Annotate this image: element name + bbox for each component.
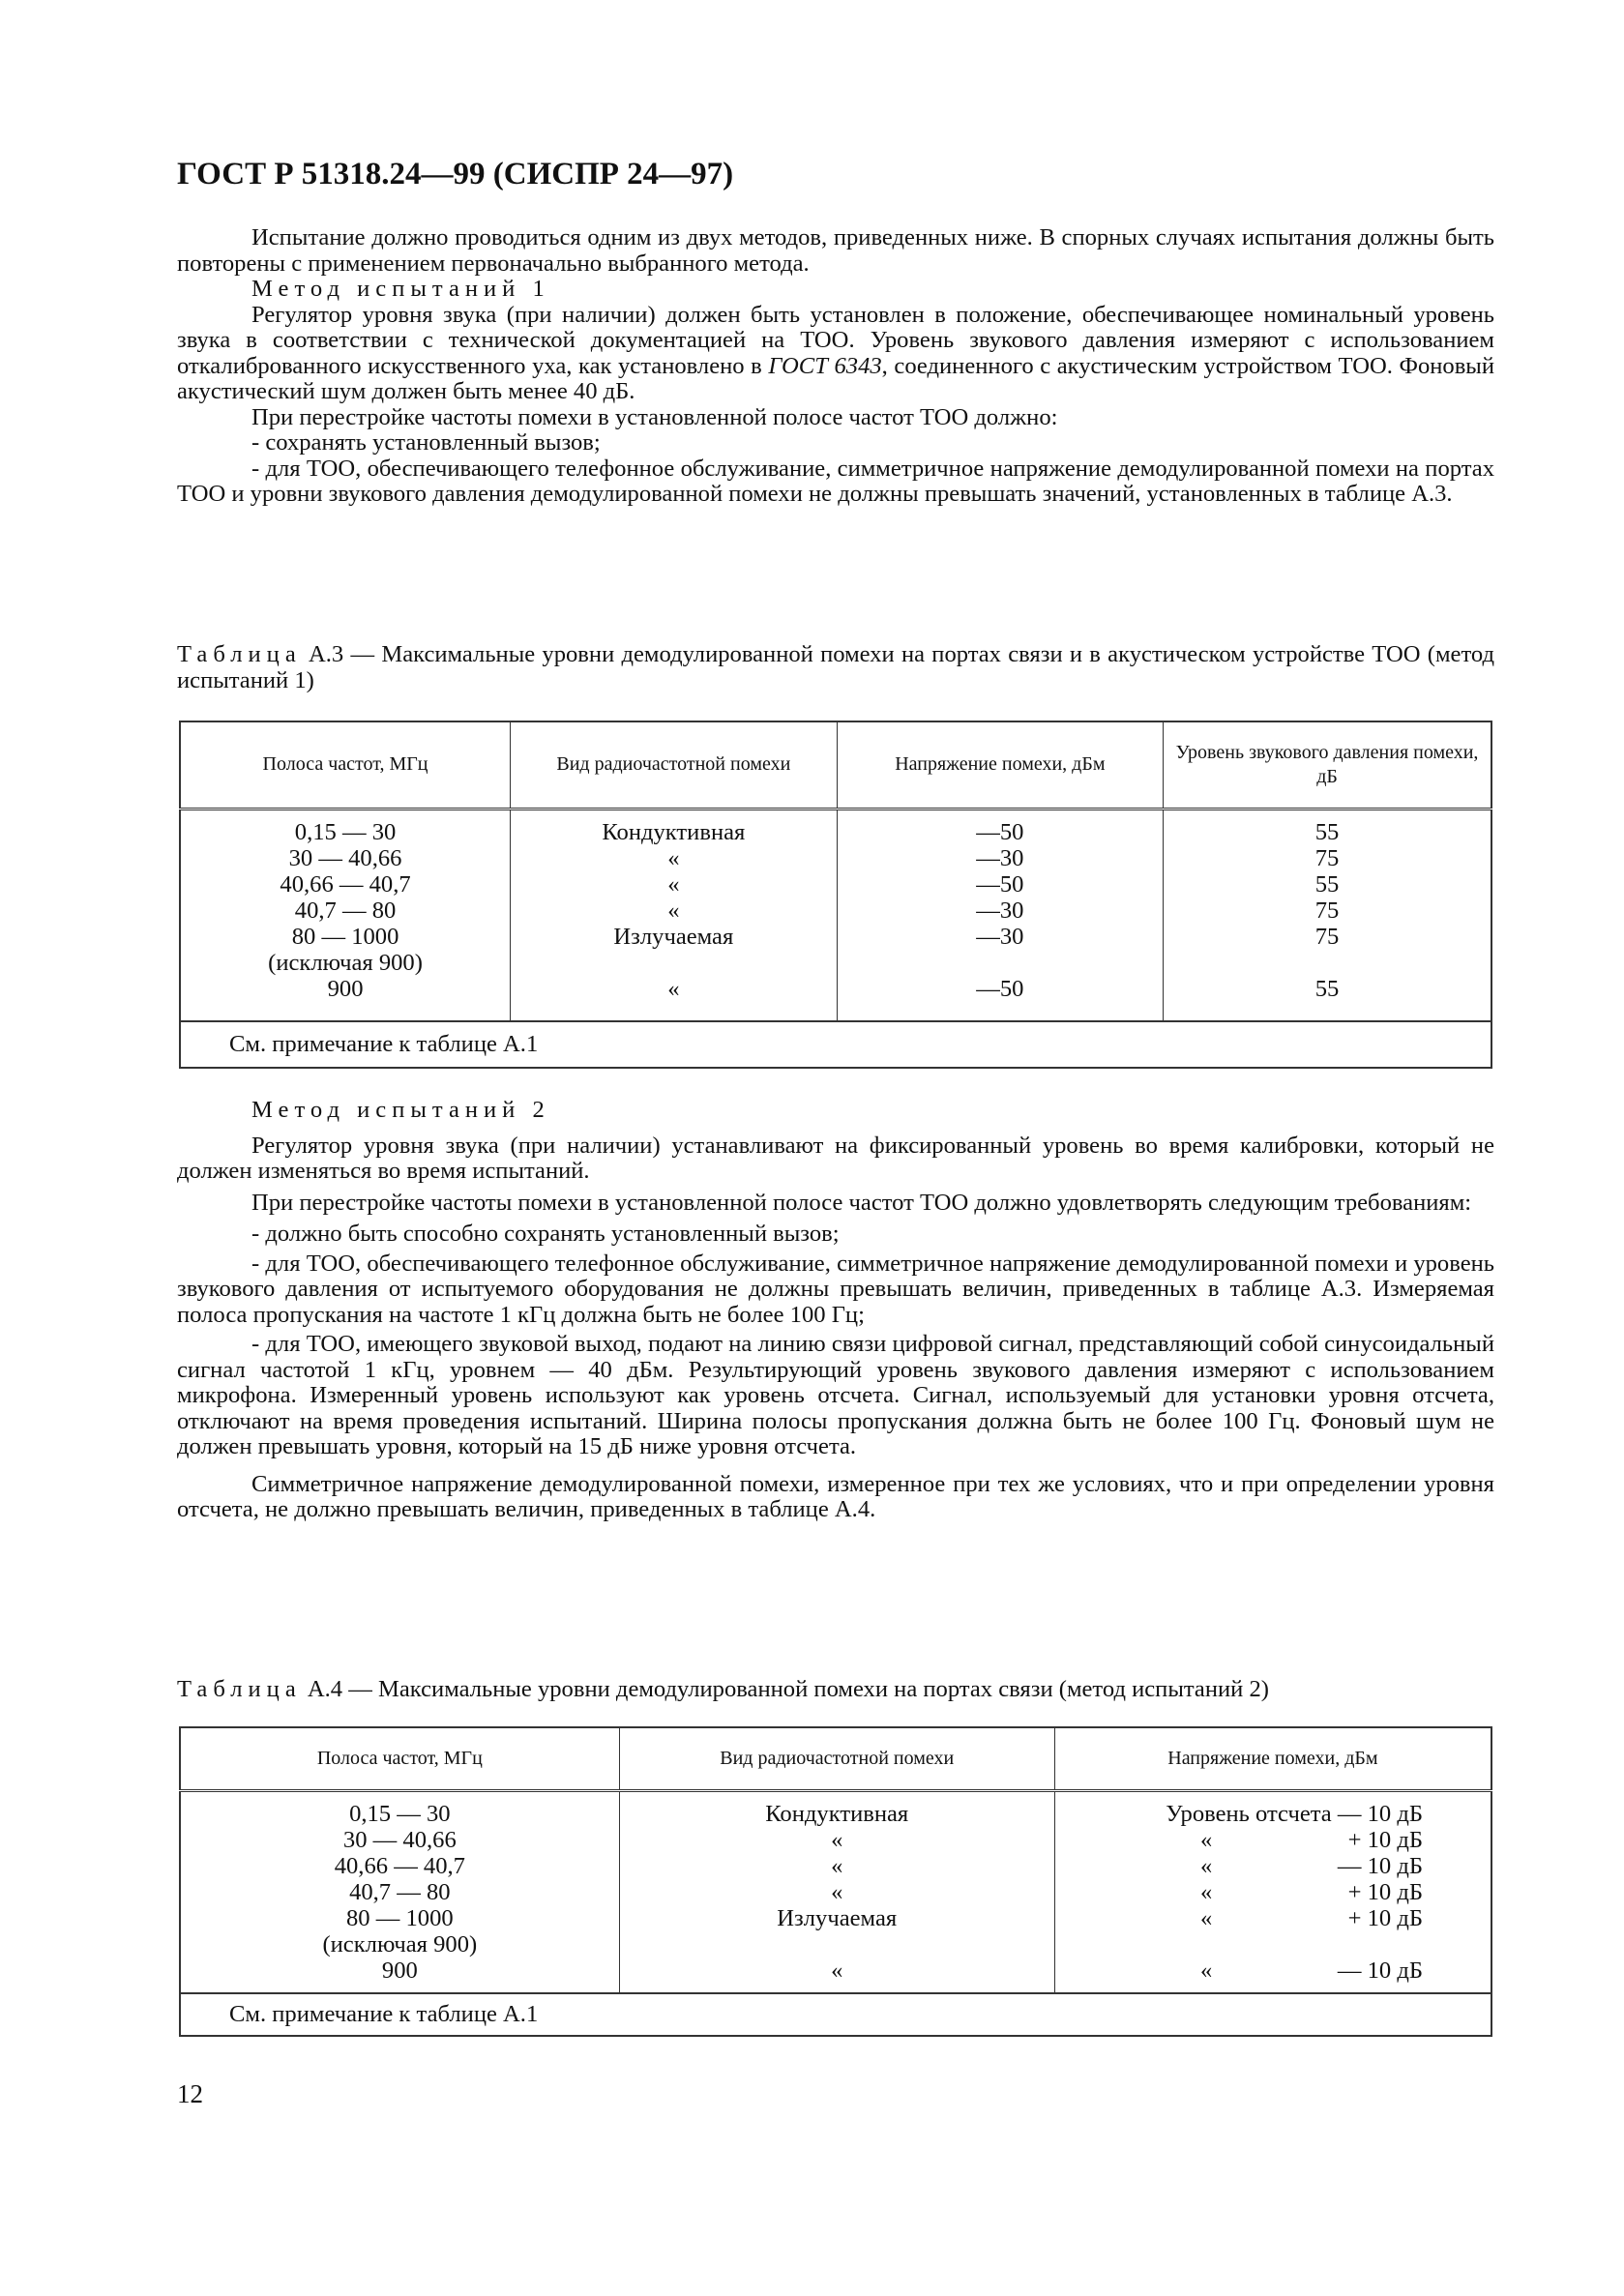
table-a4-band: 30 — 40,66 — [342, 1826, 457, 1853]
table-a3-caption-label: Таблица — [177, 641, 302, 667]
table-a4-type: « — [831, 1957, 843, 1984]
table-a3-voltage-cell — [837, 809, 1163, 1021]
page-number: 12 — [177, 2079, 203, 2108]
table-a4-voltage-line — [1055, 1854, 1491, 1880]
table-a4-caption — [177, 1676, 1494, 1702]
table-a3-voltage: —30 — [976, 923, 1024, 950]
table-a4-body-row — [180, 1790, 1491, 1993]
table-a3-voltage: —50 — [976, 975, 1024, 1002]
table-a3-type: « — [667, 975, 680, 1002]
table-a4-voltage-full: Уровень отсчета — 10 дБ — [1166, 1800, 1423, 1827]
table-a4-band: (исключая 900) — [322, 1930, 478, 1957]
table-a3-type: « — [667, 844, 680, 871]
table-a3-band: (исключая 900) — [268, 949, 423, 976]
table-a4 — [179, 1726, 1492, 2037]
table-a3-voltage — [838, 951, 1163, 977]
table-a3-band: 0,15 — 30 — [294, 818, 397, 845]
method2-bullet3: - для ТОО, имеющего звуковой выход, подают на линию связи цифровой сигнал, представляющий собой синусоидальный сигнал частотой 1 кГц, уровнем — 40 дБм. Результирующий уровень звукового давления измеряют с использованием микрофона. Измеренный уровень используют как уровень отсчета. Сигнал, используемый для установки уровня отсчета, отключают на время проведения испытаний. Ширина полосы пропускания должна быть не более 100 Гц. Фоновый шум не должен превышать уровня, который на 15 дБ ниже уровня отсчета. — [177, 1331, 1494, 1459]
method2-heading: Метод испытаний 2 — [251, 1097, 550, 1123]
table-a4-caption-text: А.4 — Максимальные уровни демодулированной помехи на портах связи (метод испытаний 2) — [301, 1676, 1269, 1702]
table-a4-band: 40,66 — 40,7 — [334, 1852, 465, 1879]
table-a3-band-cell — [180, 809, 511, 1021]
method2-paragraph1: Регулятор уровня звука (при наличии) устанавливают на фиксированный уровень во время калибровки, который не должен изменяться во время испытаний. — [177, 1132, 1494, 1184]
table-a4-band: 0,15 — 30 — [349, 1800, 451, 1827]
table-a3-voltage: —30 — [976, 897, 1024, 924]
table-a4-voltage-value: + 10 дБ — [1347, 1904, 1423, 1931]
table-a4-voltage-value: — 10 дБ — [1337, 1957, 1423, 1984]
ditto-mark — [1200, 1932, 1316, 1958]
table-a3-spl: 55 — [1314, 870, 1340, 898]
table-a3 — [179, 721, 1492, 1069]
table-a3-type: « — [667, 870, 680, 898]
table-a4-voltage-line — [1055, 1932, 1491, 1958]
intro-paragraph: Испытание должно проводиться одним из двух методов, приведенных ниже. В спорных случаях испытания должны быть повторены с применением первоначально выбранного метода. — [177, 224, 1494, 277]
method1-paragraph2: При перестройке частоты помехи в установленной полосе частот ТОО должно: — [251, 403, 1058, 430]
ditto-mark: « — [1200, 1904, 1213, 1931]
table-a3-voltage: —30 — [976, 844, 1024, 871]
table-a4-type — [620, 1932, 1054, 1958]
table-a3-band: 900 — [327, 975, 364, 1002]
method1-paragraph1 — [177, 303, 1494, 405]
table-a3-col-voltage: Напряжение помехи, дБм — [837, 721, 1163, 809]
method2-paragraph3: Симметричное напряжение демодулированной помехи, измеренное при тех же условиях, что и при определении уровня отсчета, не должно превышать величин, приведенных в таблице А.4. — [177, 1470, 1494, 1522]
table-a3-band: 40,7 — 80 — [294, 897, 397, 924]
table-a4-voltage-value: — 10 дБ — [1337, 1852, 1423, 1879]
table-a3-type: « — [667, 897, 680, 924]
table-a4-type: « — [831, 1826, 843, 1853]
method1-bullet1: - сохранять установленный вызов; — [251, 429, 601, 456]
method2-bullet2: - для ТОО, обеспечивающего телефонное обслуживание, симметричное напряжение демодулированной помехи и уровень звукового давления от испытуемого оборудования не должны превышать величин, приведенных в таблице А.3. Измеряемая полоса пропускания на частоте 1 кГц должна быть не более 100 Гц; — [177, 1250, 1494, 1328]
method2-text — [177, 1098, 1494, 1523]
table-a3-voltage: —50 — [976, 870, 1024, 898]
table-a4-type: Излучаемая — [777, 1904, 898, 1931]
table-a3-type — [511, 951, 837, 977]
intro-and-method1-text — [177, 225, 1494, 508]
table-a3-type-cell — [511, 809, 838, 1021]
table-a4-col-voltage: Напряжение помехи, дБм — [1054, 1727, 1491, 1790]
table-a4-note: См. примечание к таблице А.1 — [180, 1993, 1491, 2036]
table-a3-caption — [177, 641, 1494, 693]
table-a4-type: « — [831, 1878, 843, 1905]
table-a3-band: 30 — 40,66 — [288, 844, 402, 871]
method1-heading: Метод испытаний 1 — [251, 276, 550, 302]
table-a4-header-row — [180, 1727, 1491, 1790]
table-a3-spl — [1164, 951, 1491, 977]
table-a4-caption-label: Таблица — [177, 1676, 302, 1702]
table-a3-header-row — [180, 721, 1491, 809]
table-a4-note-row — [180, 1993, 1491, 2036]
table-a3-spl-cell — [1164, 809, 1491, 1021]
table-a4-band: 40,7 — 80 — [349, 1878, 451, 1905]
table-a3-spl: 75 — [1314, 923, 1340, 950]
table-a4-voltage-value: + 10 дБ — [1347, 1878, 1423, 1905]
table-a4-band-cell — [180, 1790, 619, 1993]
method1-p1-text-a: Регулятор уровня звука (при наличии) должен быть установлен в положение, обеспечивающее номинальный уровень звука в соответствии с технической документацией на ТОО. Уровень звукового давления измеряют с использованием откалиброванного искусственного уха, как установлено в — [177, 301, 1494, 379]
table-a3-type: Кондуктивная — [602, 818, 746, 845]
table-a3-col-spl: Уровень звукового давления помехи, дБ — [1164, 721, 1491, 809]
table-a3-note-row — [180, 1021, 1491, 1068]
table-a4-voltage-line — [1055, 1906, 1491, 1932]
table-a4-col-type: Вид радиочастотной помехи — [619, 1727, 1054, 1790]
table-a4-voltage-cell — [1054, 1790, 1491, 1993]
table-a3-spl: 75 — [1314, 844, 1340, 871]
table-a4-voltage-value — [1316, 1932, 1423, 1958]
table-a3-col-band: Полоса частот, МГц — [180, 721, 511, 809]
method1-p1-text-b: , соединенного с акустическим устройством ТОО. Фоновый акустический шум должен быть менее 40 дБ. — [177, 352, 1494, 404]
table-a3-note: См. примечание к таблице А.1 — [180, 1021, 1491, 1068]
table-a4-type-cell — [619, 1790, 1054, 1993]
ditto-mark: « — [1200, 1852, 1213, 1879]
ditto-mark: « — [1200, 1878, 1213, 1905]
table-a4-type: « — [831, 1852, 843, 1879]
ditto-mark: « — [1200, 1826, 1213, 1853]
table-a4-band: 900 — [381, 1957, 418, 1984]
table-a3-col-type: Вид радиочастотной помехи — [511, 721, 838, 809]
table-a3-type: Излучаемая — [613, 923, 734, 950]
table-a3-spl: 55 — [1314, 818, 1340, 845]
table-a3-body-row — [180, 809, 1491, 1021]
method1-bullet2: - для ТОО, обеспечивающего телефонное обслуживание, симметричное напряжение демодулированной помехи на портах ТОО и уровни звукового давления демодулированной помехи не должны превышать значений, установленных в таблице А.3. — [177, 455, 1494, 507]
ditto-mark: « — [1200, 1957, 1213, 1984]
table-a4-voltage-line — [1055, 1802, 1491, 1828]
table-a4-voltage-line — [1055, 1958, 1491, 1985]
table-a4-voltage-value: + 10 дБ — [1347, 1826, 1423, 1853]
table-a4-voltage-line — [1055, 1828, 1491, 1854]
table-a4-voltage-line — [1055, 1880, 1491, 1906]
table-a4-col-band: Полоса частот, МГц — [180, 1727, 619, 1790]
table-a3-band: 40,66 — 40,7 — [280, 870, 411, 898]
method2-paragraph2: При перестройке частоты помехи в установленной полосе частот ТОО должно удовлетворять следующим требованиям: — [251, 1189, 1472, 1216]
gost-6343-reference: ГОСТ 6343 — [768, 352, 882, 379]
table-a3-voltage: —50 — [976, 818, 1024, 845]
table-a4-band: 80 — 1000 — [346, 1904, 454, 1931]
document-header-title: ГОСТ Р 51318.24—99 (СИСПР 24—97) — [177, 157, 734, 191]
table-a3-caption-text: А.3 — Максимальные уровни демодулированной помехи на портах связи и в акустическом устройстве ТОО (метод испытаний 1) — [177, 641, 1494, 693]
table-a3-band: 80 — 1000 — [291, 923, 399, 950]
table-a4-type: Кондуктивная — [765, 1800, 909, 1827]
method2-bullet1: - должно быть способно сохранять установленный вызов; — [251, 1221, 840, 1247]
table-a3-spl: 75 — [1314, 897, 1340, 924]
table-a3-spl: 55 — [1314, 975, 1340, 1002]
